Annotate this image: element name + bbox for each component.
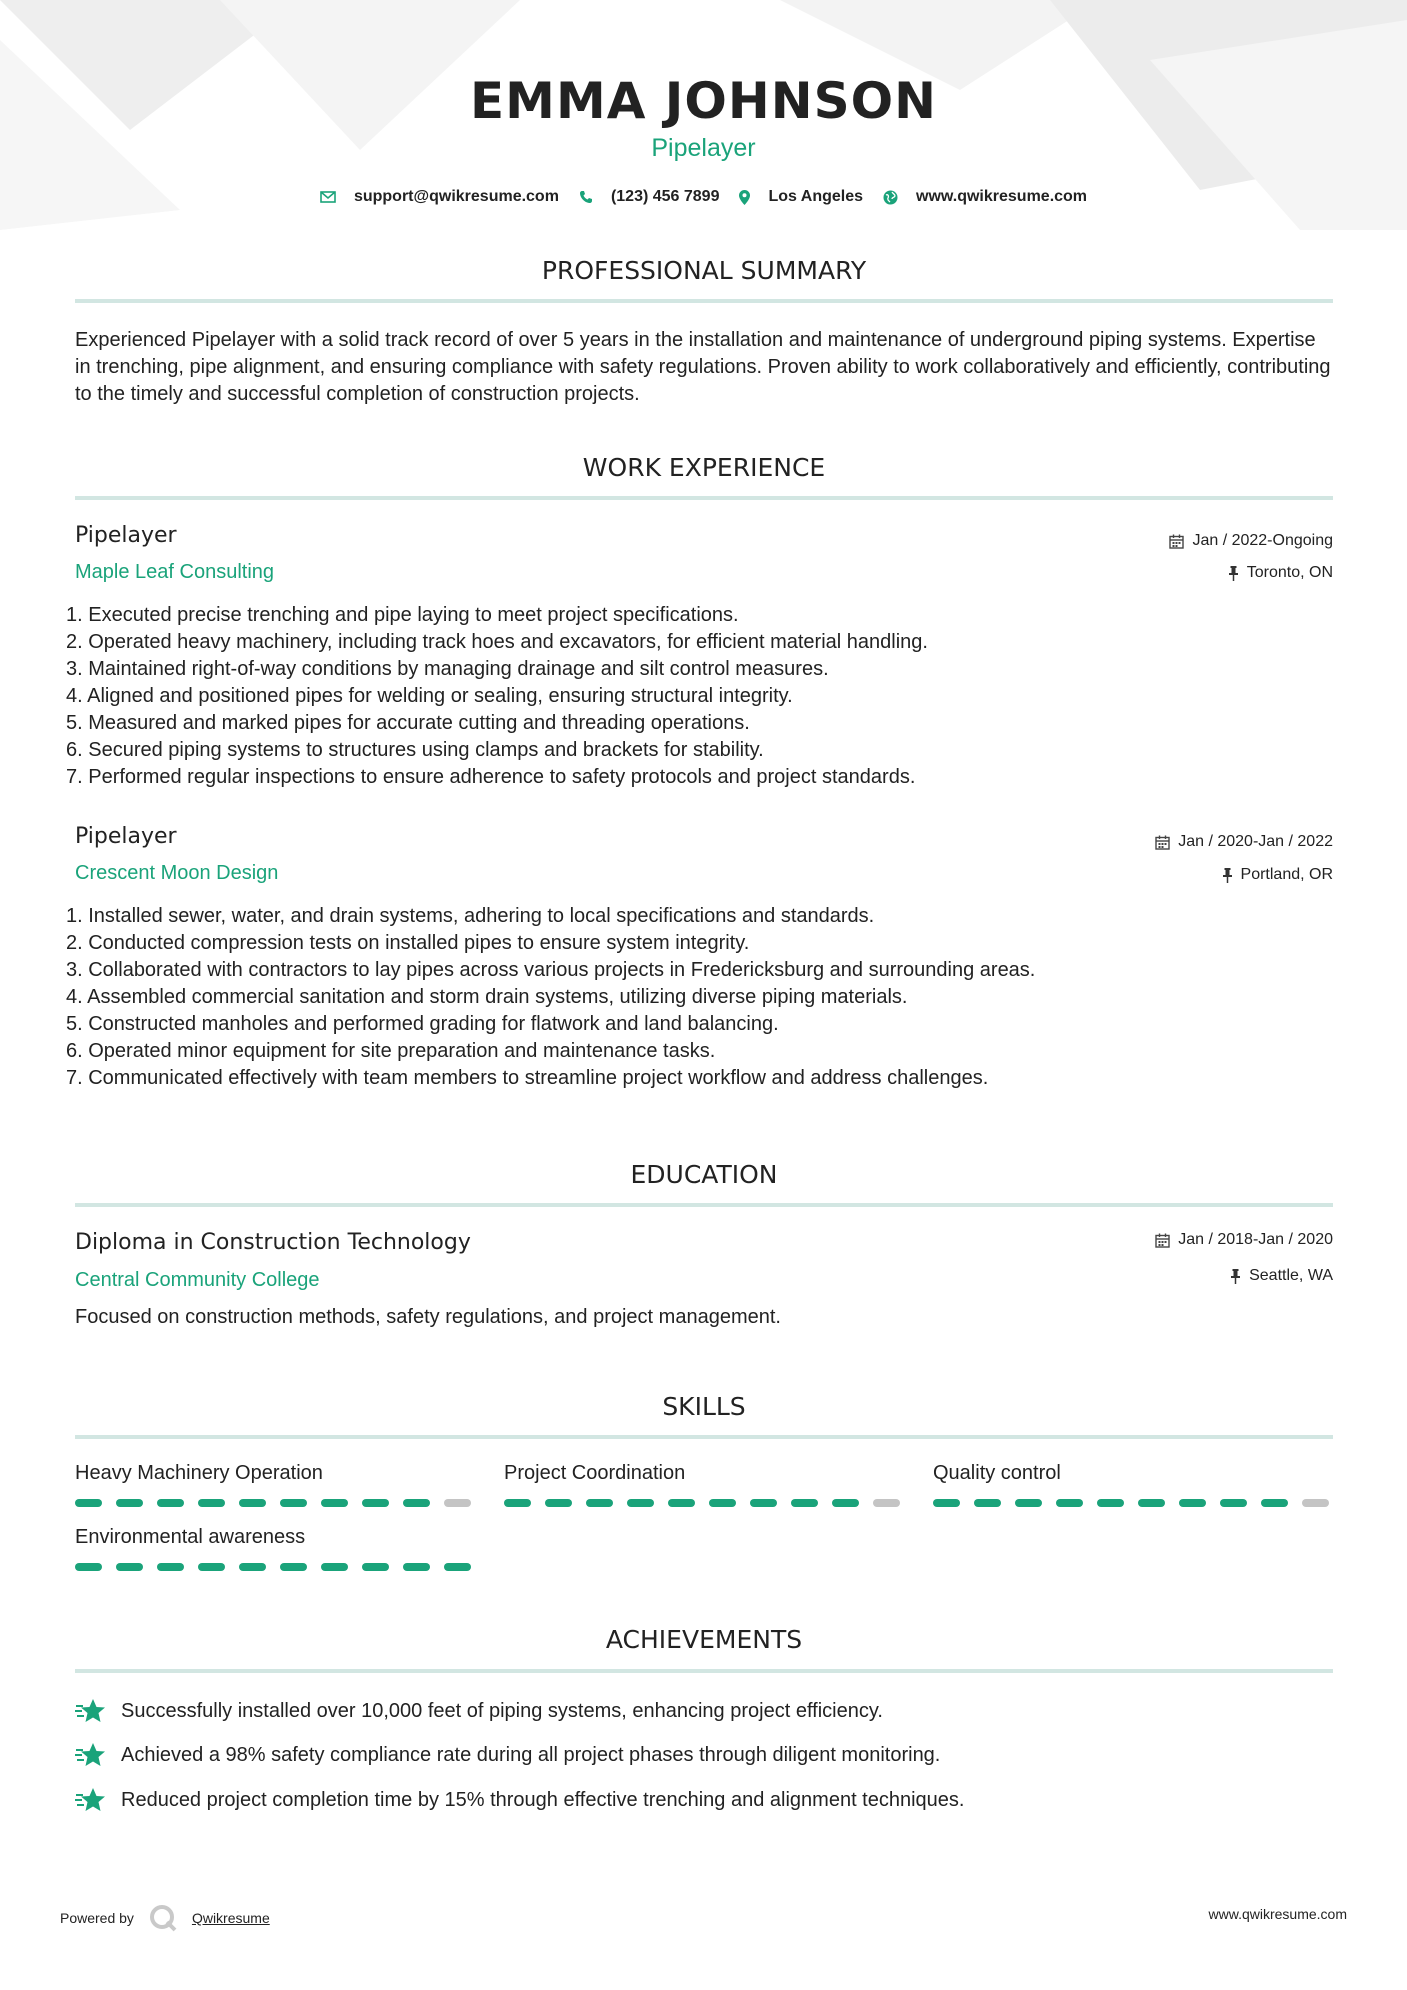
star-icon [75, 1697, 107, 1725]
powered-by-label: Powered by [60, 1910, 134, 1926]
achievement-text: Reduced project completion time by 15% through effective trenching and alignment techniques. [121, 1788, 965, 1811]
job-location [1228, 564, 1333, 582]
job-dates [1155, 833, 1333, 851]
skill-level-dot-filled [1261, 1499, 1288, 1507]
skill-level-dot-filled [1179, 1499, 1206, 1507]
education-dates-text: Jan / 2018-Jan / 2020 [1178, 1231, 1333, 1248]
company-name: Crescent Moon Design [75, 862, 279, 884]
job-bullet: 7. Performed regular inspections to ensure adherence to safety protocols and project standards. [66, 766, 916, 788]
pushpin-icon [1222, 868, 1233, 883]
skill-level-dot-filled [157, 1563, 184, 1571]
section-divider [75, 299, 1333, 303]
skill-level-dot-filled [198, 1499, 225, 1507]
section-divider [75, 1669, 1333, 1673]
job-dates-text: Jan / 2022-Ongoing [1192, 532, 1333, 549]
job-dates-text: Jan / 2020-Jan / 2022 [1178, 833, 1333, 850]
skill-level-dot-filled [280, 1499, 307, 1507]
skill-level-bar [75, 1499, 475, 1507]
skill-level-dot-filled [750, 1499, 777, 1507]
job-bullet: 6. Secured piping systems to structures using clamps and brackets for stability. [66, 739, 764, 761]
skill-level-dot-filled [444, 1563, 471, 1571]
skill-name: Environmental awareness [75, 1526, 306, 1548]
skill-level-dot-filled [627, 1499, 654, 1507]
job-title-header: Pipelayer [651, 134, 756, 162]
skill-level-bar [75, 1563, 475, 1571]
skill-level-dot-filled [116, 1563, 143, 1571]
skill-level-dot-filled [157, 1499, 184, 1507]
skill-item [75, 1526, 475, 1571]
section-title-summary: PROFESSIONAL SUMMARY [541, 256, 867, 285]
education-dates [1155, 1231, 1333, 1249]
qwikresume-logo-icon [148, 1903, 178, 1933]
skill-level-dot-filled [198, 1563, 225, 1571]
job-bullet: 1. Installed sewer, water, and drain systems, adhering to local specifications and standards. [66, 905, 875, 927]
footer-powered-by [60, 1903, 270, 1933]
contact-location [739, 188, 863, 206]
job-bullet: 2. Conducted compression tests on installed pipes to ensure system integrity. [66, 932, 750, 954]
education-description: Focused on construction methods, safety regulations, and project management. [75, 1306, 781, 1328]
email-text: support@qwikresume.com [353, 188, 559, 205]
skill-level-dot-filled [709, 1499, 736, 1507]
section-title-education: EDUCATION [630, 1160, 778, 1189]
email-icon [320, 191, 336, 203]
job-location [1222, 866, 1333, 884]
phone-icon [579, 190, 593, 204]
job-bullets [66, 903, 1035, 1092]
calendar-icon [1169, 534, 1184, 549]
job-title: Pipelayer [75, 523, 177, 548]
star-icon [75, 1741, 107, 1769]
skill-level-dot-filled [1138, 1499, 1165, 1507]
skill-level-dot-filled [1097, 1499, 1124, 1507]
section-title-skills: SKILLS [662, 1392, 746, 1421]
skill-level-dot-filled [75, 1563, 102, 1571]
job-bullet: 3. Maintained right-of-way conditions by managing drainage and silt control measures. [66, 658, 829, 680]
job-dates [1169, 532, 1333, 550]
qwikresume-link[interactable]: Qwikresume [191, 1910, 270, 1926]
skill-level-dot-filled [75, 1499, 102, 1507]
achievement-text: Achieved a 98% safety compliance rate during all project phases through diligent monitoring. [121, 1743, 941, 1766]
achievement-item [75, 1697, 883, 1725]
job-title: Pipelayer [75, 824, 177, 849]
job-bullet: 2. Operated heavy machinery, including track hoes and excavators, for efficient material handling. [66, 631, 928, 653]
education-location-text: Seattle, WA [1249, 1267, 1333, 1284]
map-pin-icon [739, 190, 750, 205]
skill-level-dot-filled [545, 1499, 572, 1507]
company-name: Maple Leaf Consulting [75, 561, 275, 583]
contact-bar [0, 188, 1407, 206]
job-location-text: Toronto, ON [1246, 564, 1333, 581]
achievement-text: Successfully installed over 10,000 feet of piping systems, enhancing project efficiency. [121, 1699, 883, 1722]
pushpin-icon [1228, 566, 1239, 581]
skill-level-dot-filled [280, 1563, 307, 1571]
job-bullet: 1. Executed precise trenching and pipe laying to meet project specifications. [66, 604, 739, 626]
skill-level-dot-filled [1015, 1499, 1042, 1507]
section-title-experience: WORK EXPERIENCE [582, 453, 826, 482]
summary-text: Experienced Pipelayer with a solid track record of over 5 years in the installation and maintenance of underground piping systems. Expertise in trenching, pipe alignment, and ensuring compliance with safety regulations. Proven ability to work collaboratively and efficiently, contributing to the timely and successful completion of construction projects. [75, 329, 1331, 405]
skill-level-dot-filled [791, 1499, 818, 1507]
skill-level-dot-filled [321, 1499, 348, 1507]
skill-level-bar [933, 1499, 1333, 1507]
education-location [1230, 1267, 1333, 1285]
skill-level-dot-filled [362, 1563, 389, 1571]
skill-level-dot-filled [586, 1499, 613, 1507]
skill-level-dot-filled [668, 1499, 695, 1507]
job-bullet: 4. Aligned and positioned pipes for welding or sealing, ensuring structural integrity. [66, 685, 793, 707]
job-bullet: 5. Constructed manholes and performed grading for flatwork and land balancing. [66, 1013, 779, 1035]
skill-level-dot-filled [403, 1499, 430, 1507]
skill-level-dot-filled [116, 1499, 143, 1507]
candidate-name: EMMA JOHNSON [470, 72, 937, 130]
skill-name: Heavy Machinery Operation [75, 1462, 323, 1484]
achievement-item [75, 1786, 964, 1814]
phone-text: (123) 456 7899 [610, 188, 720, 205]
calendar-icon [1155, 835, 1170, 850]
section-divider [75, 496, 1333, 500]
skill-level-dot-filled [1220, 1499, 1247, 1507]
skill-level-dot-filled [403, 1563, 430, 1571]
achievement-item [75, 1741, 940, 1769]
location-text: Los Angeles [768, 188, 864, 205]
job-bullet: 5. Measured and marked pipes for accurate cutting and threading operations. [66, 712, 750, 734]
job-bullet: 7. Communicated effectively with team members to streamline project workflow and address challenges. [66, 1067, 989, 1089]
skill-level-dot-empty [1302, 1499, 1329, 1507]
skill-level-dot-filled [362, 1499, 389, 1507]
skill-level-dot-filled [239, 1563, 266, 1571]
job-bullet: 6. Operated minor equipment for site preparation and maintenance tasks. [66, 1040, 716, 1062]
skill-level-dot-filled [832, 1499, 859, 1507]
skill-level-dot-filled [933, 1499, 960, 1507]
skill-level-dot-empty [444, 1499, 471, 1507]
calendar-icon [1155, 1233, 1170, 1248]
school-name: Central Community College [75, 1269, 320, 1291]
skill-item [504, 1462, 904, 1507]
pushpin-icon [1230, 1269, 1241, 1284]
skill-item [75, 1462, 475, 1507]
skill-level-dot-empty [873, 1499, 900, 1507]
skill-name: Quality control [933, 1462, 1061, 1484]
contact-email[interactable] [320, 188, 559, 206]
skill-level-dot-filled [1056, 1499, 1083, 1507]
website-text: www.qwikresume.com [916, 188, 1088, 205]
job-location-text: Portland, OR [1240, 866, 1333, 883]
skill-item [933, 1462, 1333, 1507]
job-bullet: 4. Assembled commercial sanitation and storm drain systems, utilizing diverse piping materials. [66, 986, 908, 1008]
contact-phone[interactable] [579, 188, 720, 206]
degree-title: Diploma in Construction Technology [75, 1230, 471, 1255]
job-bullets [66, 602, 928, 791]
section-title-achievements: ACHIEVEMENTS [605, 1625, 803, 1654]
globe-icon [883, 190, 898, 205]
skill-level-bar [504, 1499, 904, 1507]
section-divider [75, 1435, 1333, 1439]
skill-level-dot-filled [974, 1499, 1001, 1507]
section-divider [75, 1203, 1333, 1207]
footer-website-link[interactable]: www.qwikresume.com [1208, 1906, 1347, 1922]
contact-website[interactable] [883, 188, 1087, 206]
skill-name: Project Coordination [504, 1462, 686, 1484]
skill-level-dot-filled [504, 1499, 531, 1507]
star-icon [75, 1786, 107, 1814]
skill-level-dot-filled [239, 1499, 266, 1507]
skill-level-dot-filled [321, 1563, 348, 1571]
job-bullet: 3. Collaborated with contractors to lay pipes across various projects in Fredericksburg and surrounding areas. [66, 959, 1036, 981]
